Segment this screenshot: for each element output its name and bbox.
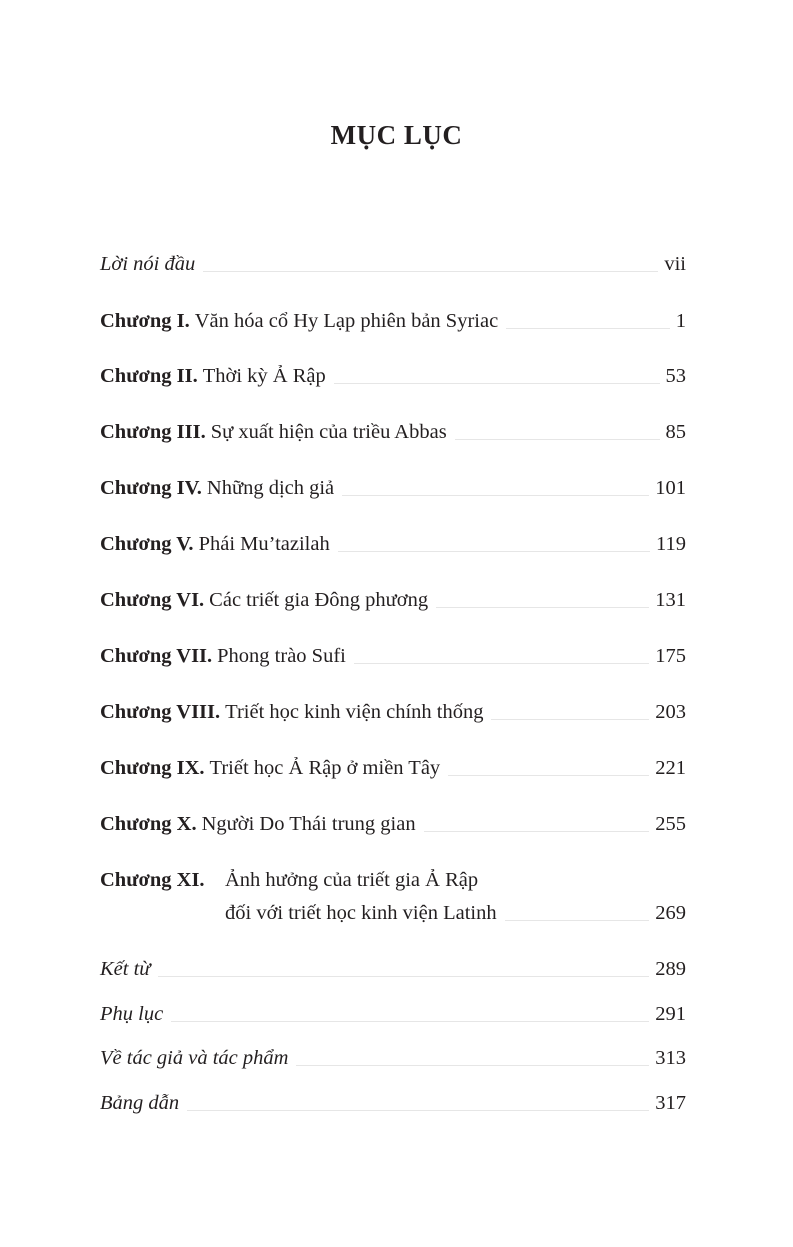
toc-entry[interactable] <box>100 699 686 725</box>
page-number: 255 <box>655 813 686 835</box>
entry-title: Những dịch giả <box>206 477 335 499</box>
page-number: vii <box>664 253 686 275</box>
entry-label <box>100 1045 288 1071</box>
leader-line <box>158 976 649 977</box>
page-number: 289 <box>655 958 686 980</box>
leader-line <box>338 551 650 552</box>
leader-line <box>296 1065 649 1066</box>
chapter-label: Chương X. <box>100 813 197 835</box>
entry-label <box>100 363 326 389</box>
entry-label <box>100 1001 163 1027</box>
entry-label <box>100 419 447 445</box>
chapter-label: Chương VIII. <box>100 701 221 723</box>
entry-label <box>100 956 150 982</box>
page-number: 317 <box>655 1092 686 1114</box>
entry-title: Lời nói đầu <box>100 253 196 275</box>
entry-label <box>100 531 330 557</box>
entry-label <box>100 251 195 277</box>
chapter-label: Chương II. <box>100 365 198 387</box>
page-number: 119 <box>656 533 686 555</box>
entry-label <box>100 308 498 334</box>
page-number: 269 <box>655 902 686 924</box>
entry-title: Phái Mu’tazilah <box>198 533 330 555</box>
entry-title: Ảnh hưởng của triết gia Ả Rập <box>225 869 479 891</box>
leader-line <box>424 831 650 832</box>
toc-entry[interactable] <box>100 1001 686 1027</box>
leader-line <box>436 607 649 608</box>
page-number: 85 <box>665 421 686 443</box>
leader-line <box>455 439 660 440</box>
leader-line <box>203 271 658 272</box>
leader-line <box>505 920 650 921</box>
page-number: 1 <box>675 310 686 332</box>
entry-title: Về tác giả và tác phẩm <box>100 1047 289 1069</box>
entry-label: đối với triết học kinh viện Latinh <box>225 902 497 924</box>
leader-line <box>187 1110 649 1111</box>
chapter-label: Chương I. <box>100 310 190 332</box>
toc-entry[interactable] <box>100 643 686 669</box>
entry-title: Các triết gia Đông phương <box>209 589 429 611</box>
page-number: 313 <box>655 1047 686 1069</box>
toc-entry[interactable] <box>100 900 686 926</box>
chapter-label: Chương III. <box>100 421 206 443</box>
leader-line <box>491 719 649 720</box>
leader-line <box>334 383 660 384</box>
entry-title: Bảng dẫn <box>100 1092 180 1114</box>
chapter-label: Chương VI. <box>100 589 205 611</box>
toc-entry[interactable] <box>100 811 686 837</box>
leader-line <box>354 663 649 664</box>
entry-label <box>100 699 483 725</box>
page-number: 131 <box>655 589 686 611</box>
entry-label <box>100 643 346 669</box>
entry-label <box>100 475 334 501</box>
toc-entry[interactable] <box>100 1045 686 1071</box>
page-number: 101 <box>655 477 686 499</box>
entry-label <box>100 755 440 781</box>
leader-line <box>342 495 649 496</box>
page-title: MỤC LỤC <box>330 120 463 150</box>
entry-title: Kết từ <box>100 958 151 980</box>
toc-entry-first-line <box>100 867 686 893</box>
toc-entry[interactable] <box>100 251 686 277</box>
page-number: 53 <box>665 365 686 387</box>
chapter-label: Chương IV. <box>100 477 202 499</box>
entry-title: Thời kỳ Ả Rập <box>202 365 326 387</box>
entry-label <box>100 811 416 837</box>
entry-label <box>100 1090 179 1116</box>
toc-entry[interactable] <box>100 419 686 445</box>
chapter-label: Chương V. <box>100 533 194 555</box>
entry-title: Triết học kinh viện chính thống <box>225 701 484 723</box>
toc-entry[interactable] <box>100 956 686 982</box>
entry-title: Người Do Thái trung gian <box>201 813 416 835</box>
chapter-label: Chương XI. <box>100 869 205 891</box>
page-number: 291 <box>655 1003 686 1025</box>
page-number: 203 <box>655 701 686 723</box>
entry-title: Phong trào Sufi <box>217 645 346 667</box>
leader-line <box>506 328 670 329</box>
toc-entry[interactable] <box>100 363 686 389</box>
toc-entry[interactable] <box>100 475 686 501</box>
toc-entry[interactable] <box>100 587 686 613</box>
entry-label <box>100 587 428 613</box>
chapter-label: Chương IX. <box>100 757 205 779</box>
toc-entry[interactable] <box>100 755 686 781</box>
toc-entry[interactable] <box>100 308 686 334</box>
leader-line <box>448 775 649 776</box>
toc-entry[interactable] <box>100 531 686 557</box>
entry-title: Sự xuất hiện của triều Abbas <box>210 421 447 443</box>
entry-title: Phụ lục <box>100 1003 164 1025</box>
page-number: 175 <box>655 645 686 667</box>
leader-line <box>171 1021 649 1022</box>
chapter-label: Chương VII. <box>100 645 213 667</box>
toc-entry[interactable] <box>100 1090 686 1116</box>
page-number: 221 <box>655 757 686 779</box>
entry-title: Triết học Ả Rập ở miền Tây <box>209 757 441 779</box>
entry-title: Văn hóa cổ Hy Lạp phiên bản Syriac <box>194 310 499 332</box>
